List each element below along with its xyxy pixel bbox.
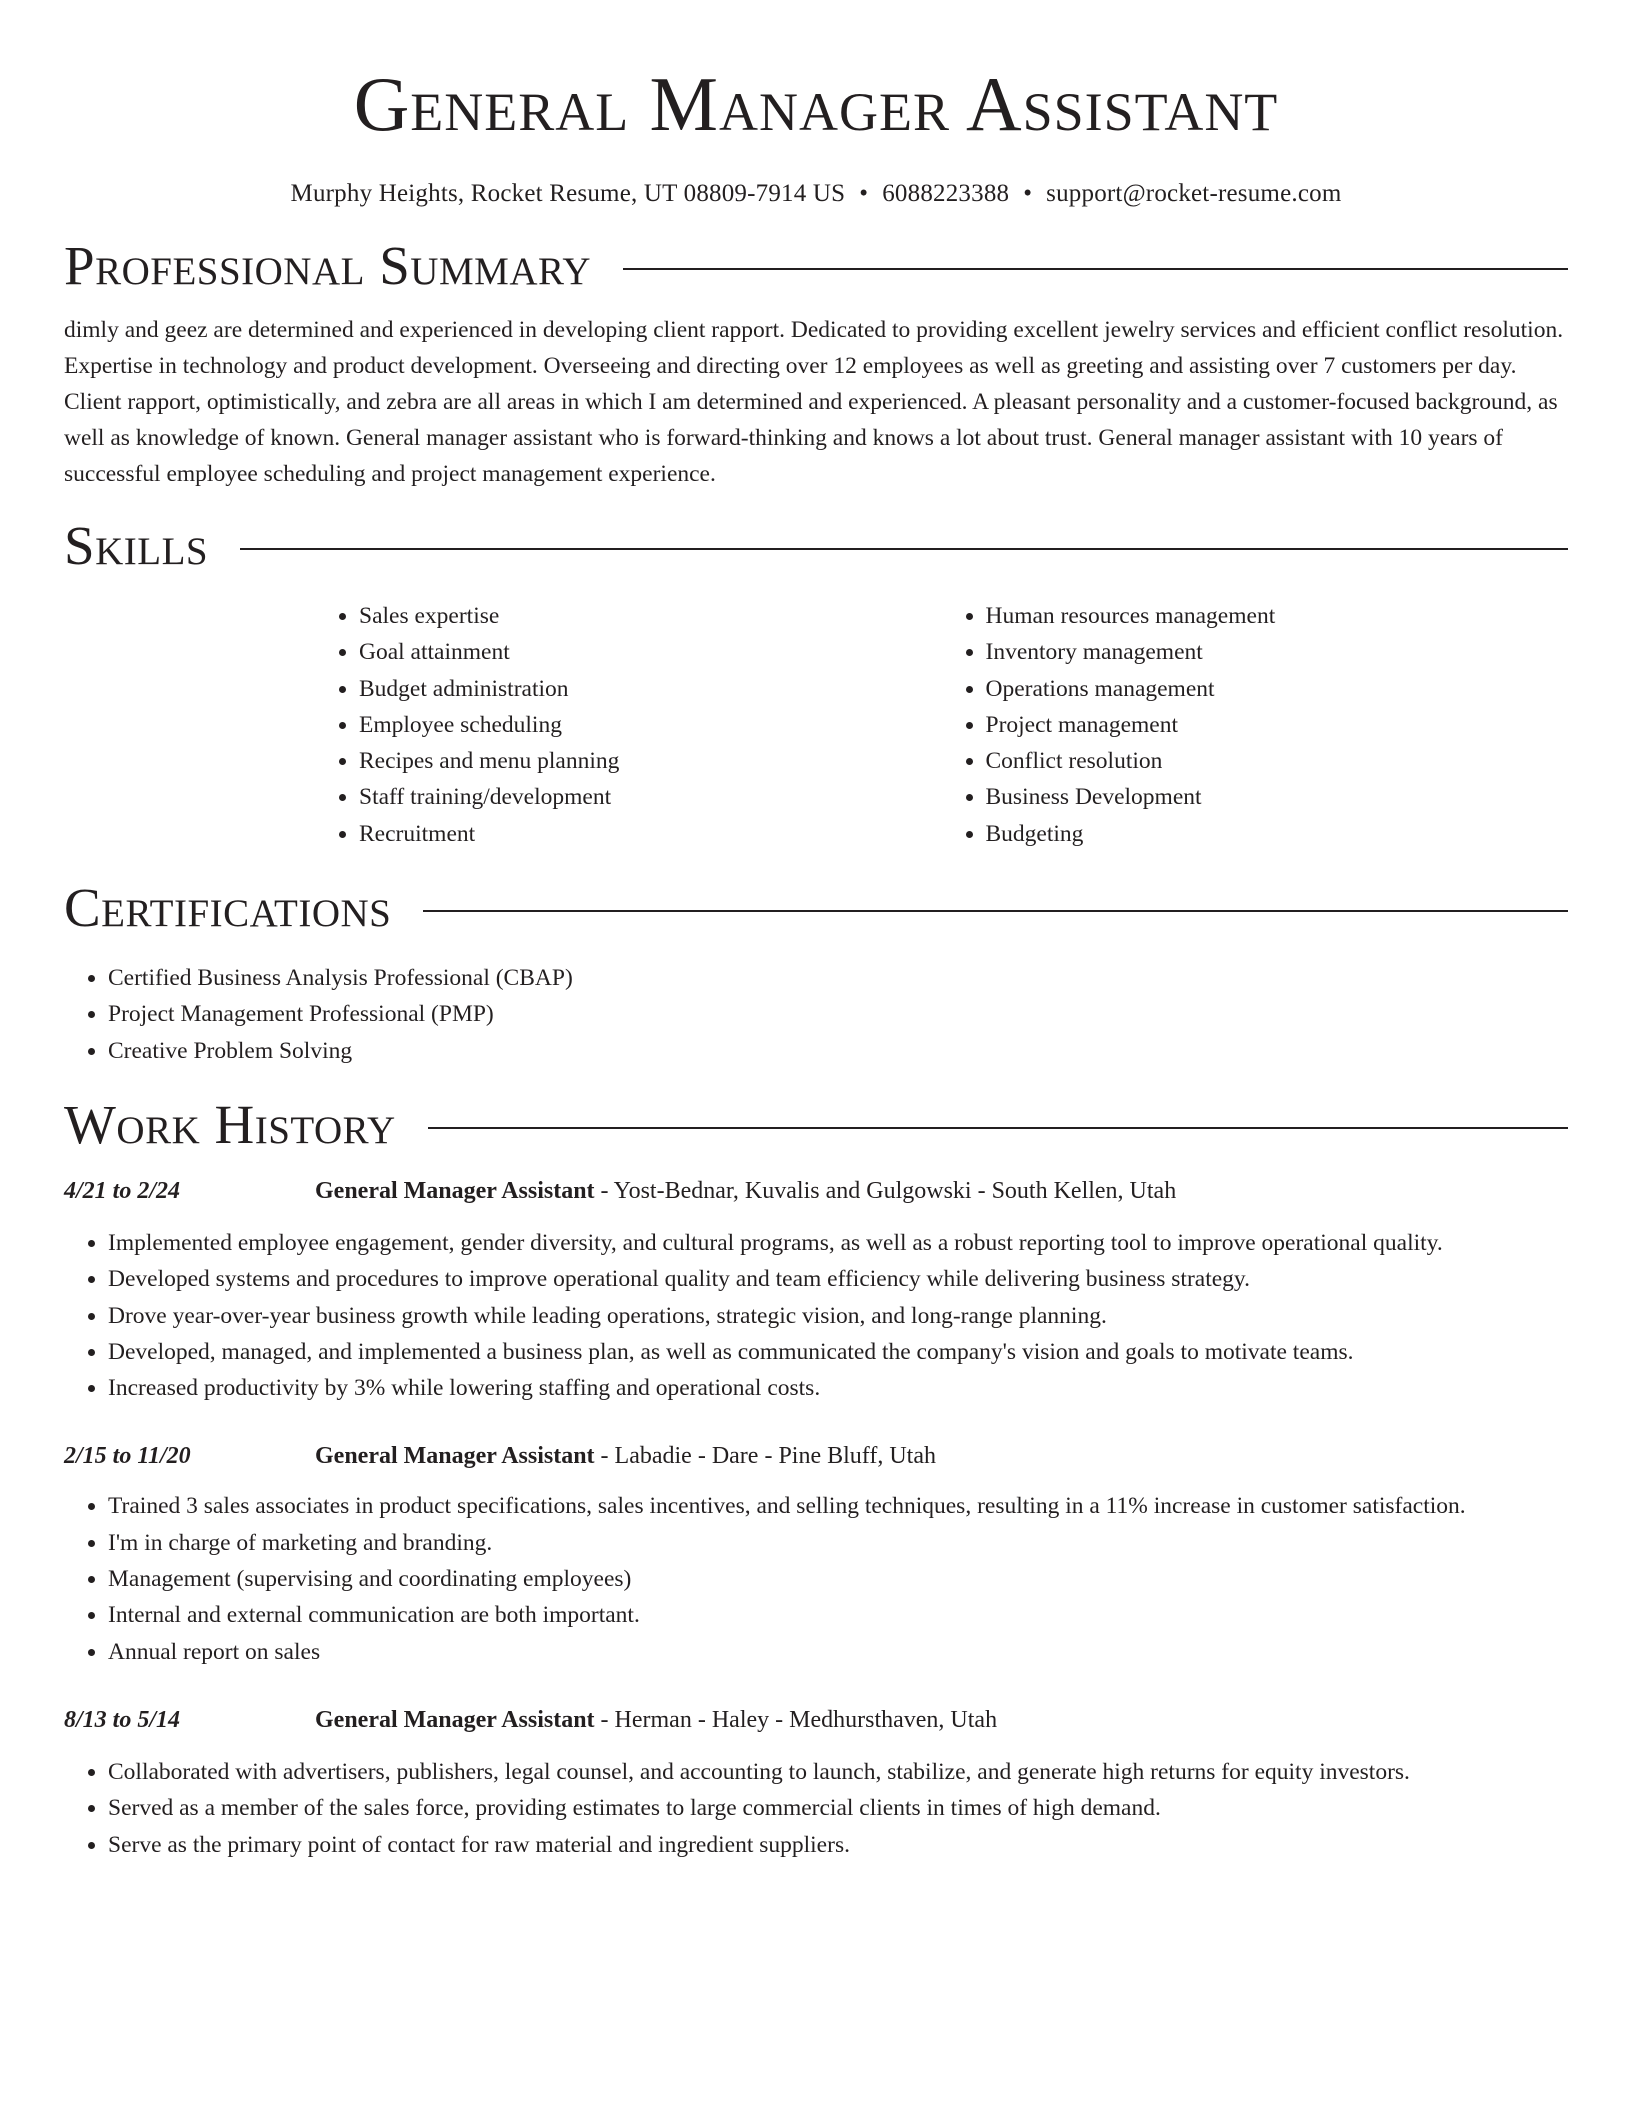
certification-item: • Certified Business Analysis Professional (CBAP) [108,960,1568,996]
skill-item: • Business Development [986,779,1569,815]
job-heading [315,1173,1176,1209]
skills-list [315,598,1568,852]
contact-separator: • [1023,180,1033,207]
certifications-section-title: Certifications [64,877,392,939]
section-divider [428,1127,1568,1129]
summary-section-header [64,234,1568,298]
section-divider [623,268,1568,270]
job-duty: • Implemented employee engagement, gender diversity, and cultural programs, as well as a robust reporting tool to improve operational quality. [108,1225,1568,1261]
job-company-location: - Herman - Haley - Medhursthaven, Utah [594,1706,998,1733]
summary-section-title: Professional Summary [64,235,592,296]
contact-separator: • [859,180,869,207]
certifications-list [64,960,1568,1069]
job-duty: • Annual report on sales [108,1634,1568,1670]
job-duty: • Increased productivity by 3% while lowering staffing and operational costs. [108,1370,1568,1406]
job-duty: • Developed, managed, and implemented a business plan, as well as communicated the company's vision and goals to motivate teams. [108,1334,1568,1370]
skill-item: • Inventory management [986,634,1569,670]
summary-text: dimly and geez are determined and experienced in developing client rapport. Dedicated to providing excellent jewelry services and efficient conflict resolution. Expertise in technology and product development. Overseeing and directing over 12 employees as well as greeting and assisting over 7 customers per day. Client rapport, optimistically, and zebra are all areas in which I am determined and experienced. A pleasant personality and a customer-focused background, as well as knowledge of known. General manager assistant who is forward-thinking and knows a lot about trust. General manager assistant with 10 years of successful employee scheduling and project management experience. [64,317,1564,487]
skill-item: • Human resources management [986,598,1569,634]
skill-item: • Operations management [986,671,1569,707]
job-header [64,1173,1568,1209]
skill-item: • Employee scheduling [359,707,942,743]
contact-address: Murphy Heights, Rocket Resume, UT 08809-7914 US [290,180,846,207]
job-title: General Manager Assistant [315,1443,595,1470]
work-history-section-header [64,1093,1568,1157]
skill-item: • Conflict resolution [986,743,1569,779]
contact-email: support@rocket-resume.com [1046,180,1342,207]
job-duty: • Developed systems and procedures to improve operational quality and team efficiency while delivering business strategy. [108,1261,1568,1297]
section-divider [240,548,1568,550]
job-duty: • Management (supervising and coordinating employees) [108,1561,1568,1597]
job-company-location: - Yost-Bednar, Kuvalis and Gulgowski - South Kellen, Utah [594,1177,1177,1204]
section-divider [423,910,1568,912]
job-duty: • Served as a member of the sales force, providing estimates to large commercial clients in times of high demand. [108,1790,1568,1826]
skill-item: • Recipes and menu planning [359,743,942,779]
job-duty: • Drove year-over-year business growth while leading operations, strategic vision, and long-range planning. [108,1298,1568,1334]
job-heading [315,1438,936,1474]
certification-item: • Creative Problem Solving [108,1033,1568,1069]
job-duty: • I'm in charge of marketing and branding. [108,1525,1568,1561]
job-entry [64,1173,1568,1406]
resume-page [64,0,1568,1863]
job-header [64,1438,1568,1474]
job-duty: • Internal and external communication are both important. [108,1597,1568,1633]
contact-line [64,178,1568,210]
work-history-section-title: Work History [64,1093,396,1155]
job-duties [64,1488,1568,1669]
job-duties [64,1754,1568,1863]
skill-item: • Recruitment [359,816,942,852]
job-entry [64,1438,1568,1669]
job-title: General Manager Assistant [315,1706,595,1733]
certification-item: • Project Management Professional (PMP) [108,996,1568,1032]
skill-item: • Goal attainment [359,634,942,670]
skills-column-left [315,598,942,852]
contact-phone: 6088223388 [882,180,1010,207]
job-duty: • Trained 3 sales associates in product specifications, sales incentives, and selling techniques, resulting in a 11% increase in customer satisfaction. [108,1488,1568,1524]
skills-section-header [64,514,1568,578]
job-duties [64,1225,1568,1406]
resume-name: General Manager Assistant [353,61,1279,147]
job-dates: 2/15 to 11/20 [64,1443,191,1470]
job-duty: • Collaborated with advertisers, publishers, legal counsel, and accounting to launch, stabilize, and generate high returns for equity investors. [108,1754,1568,1790]
skill-item: • Sales expertise [359,598,942,634]
job-entry [64,1702,1568,1863]
job-duty: • Serve as the primary point of contact for raw material and ingredient suppliers. [108,1827,1568,1863]
skill-item: • Project management [986,707,1569,743]
skill-item: • Budget administration [359,671,942,707]
job-dates: 8/13 to 5/14 [64,1706,181,1733]
skill-item: • Staff training/development [359,779,942,815]
certifications-section-header [64,876,1568,940]
job-title: General Manager Assistant [315,1177,595,1204]
job-company-location: - Labadie - Dare - Pine Bluff, Utah [594,1443,936,1470]
job-heading [315,1702,997,1738]
skill-item: • Budgeting [986,816,1569,852]
job-dates: 4/21 to 2/24 [64,1177,181,1204]
skills-section-title: Skills [64,515,209,576]
job-header [64,1702,1568,1738]
skills-column-right [942,598,1569,852]
